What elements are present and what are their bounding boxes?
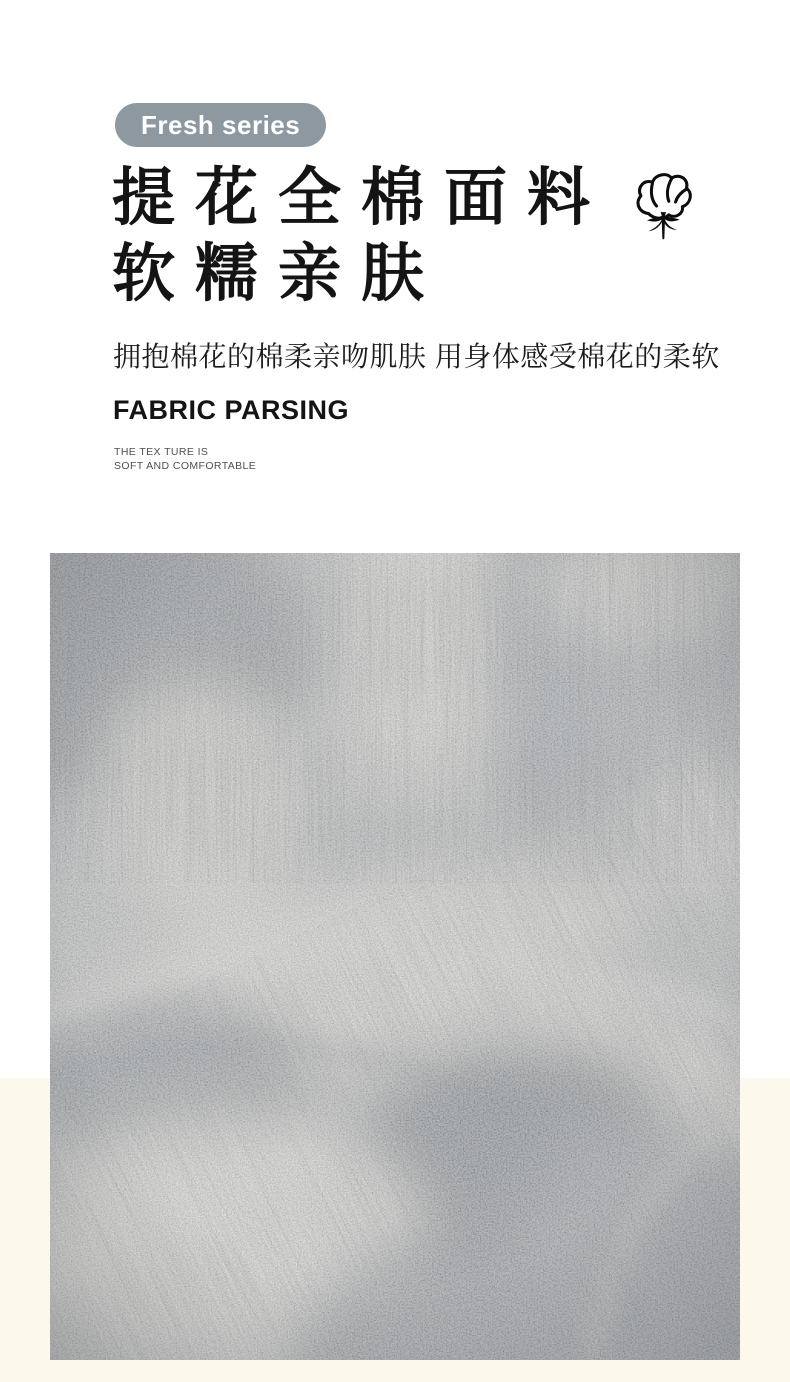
tagline-line2: SOFT AND COMFORTABLE [114, 460, 257, 472]
subtitle-text: 拥抱棉花的棉柔亲吻肌肤 用身体感受棉花的柔软 [113, 341, 720, 372]
tagline-text [114, 445, 256, 473]
page-title [112, 160, 610, 312]
page-title-line1: 提花全棉面料 [112, 163, 610, 233]
fabric-photo [50, 553, 740, 1360]
cotton-boll-icon [628, 170, 696, 248]
series-badge [115, 103, 326, 147]
series-badge-label: Fresh series [141, 109, 301, 140]
page-title-line2: 软糯亲肤 [112, 239, 444, 309]
section-title: FABRIC PARSING [113, 395, 350, 425]
tagline-line1: THE TEX TURE IS [114, 446, 209, 458]
